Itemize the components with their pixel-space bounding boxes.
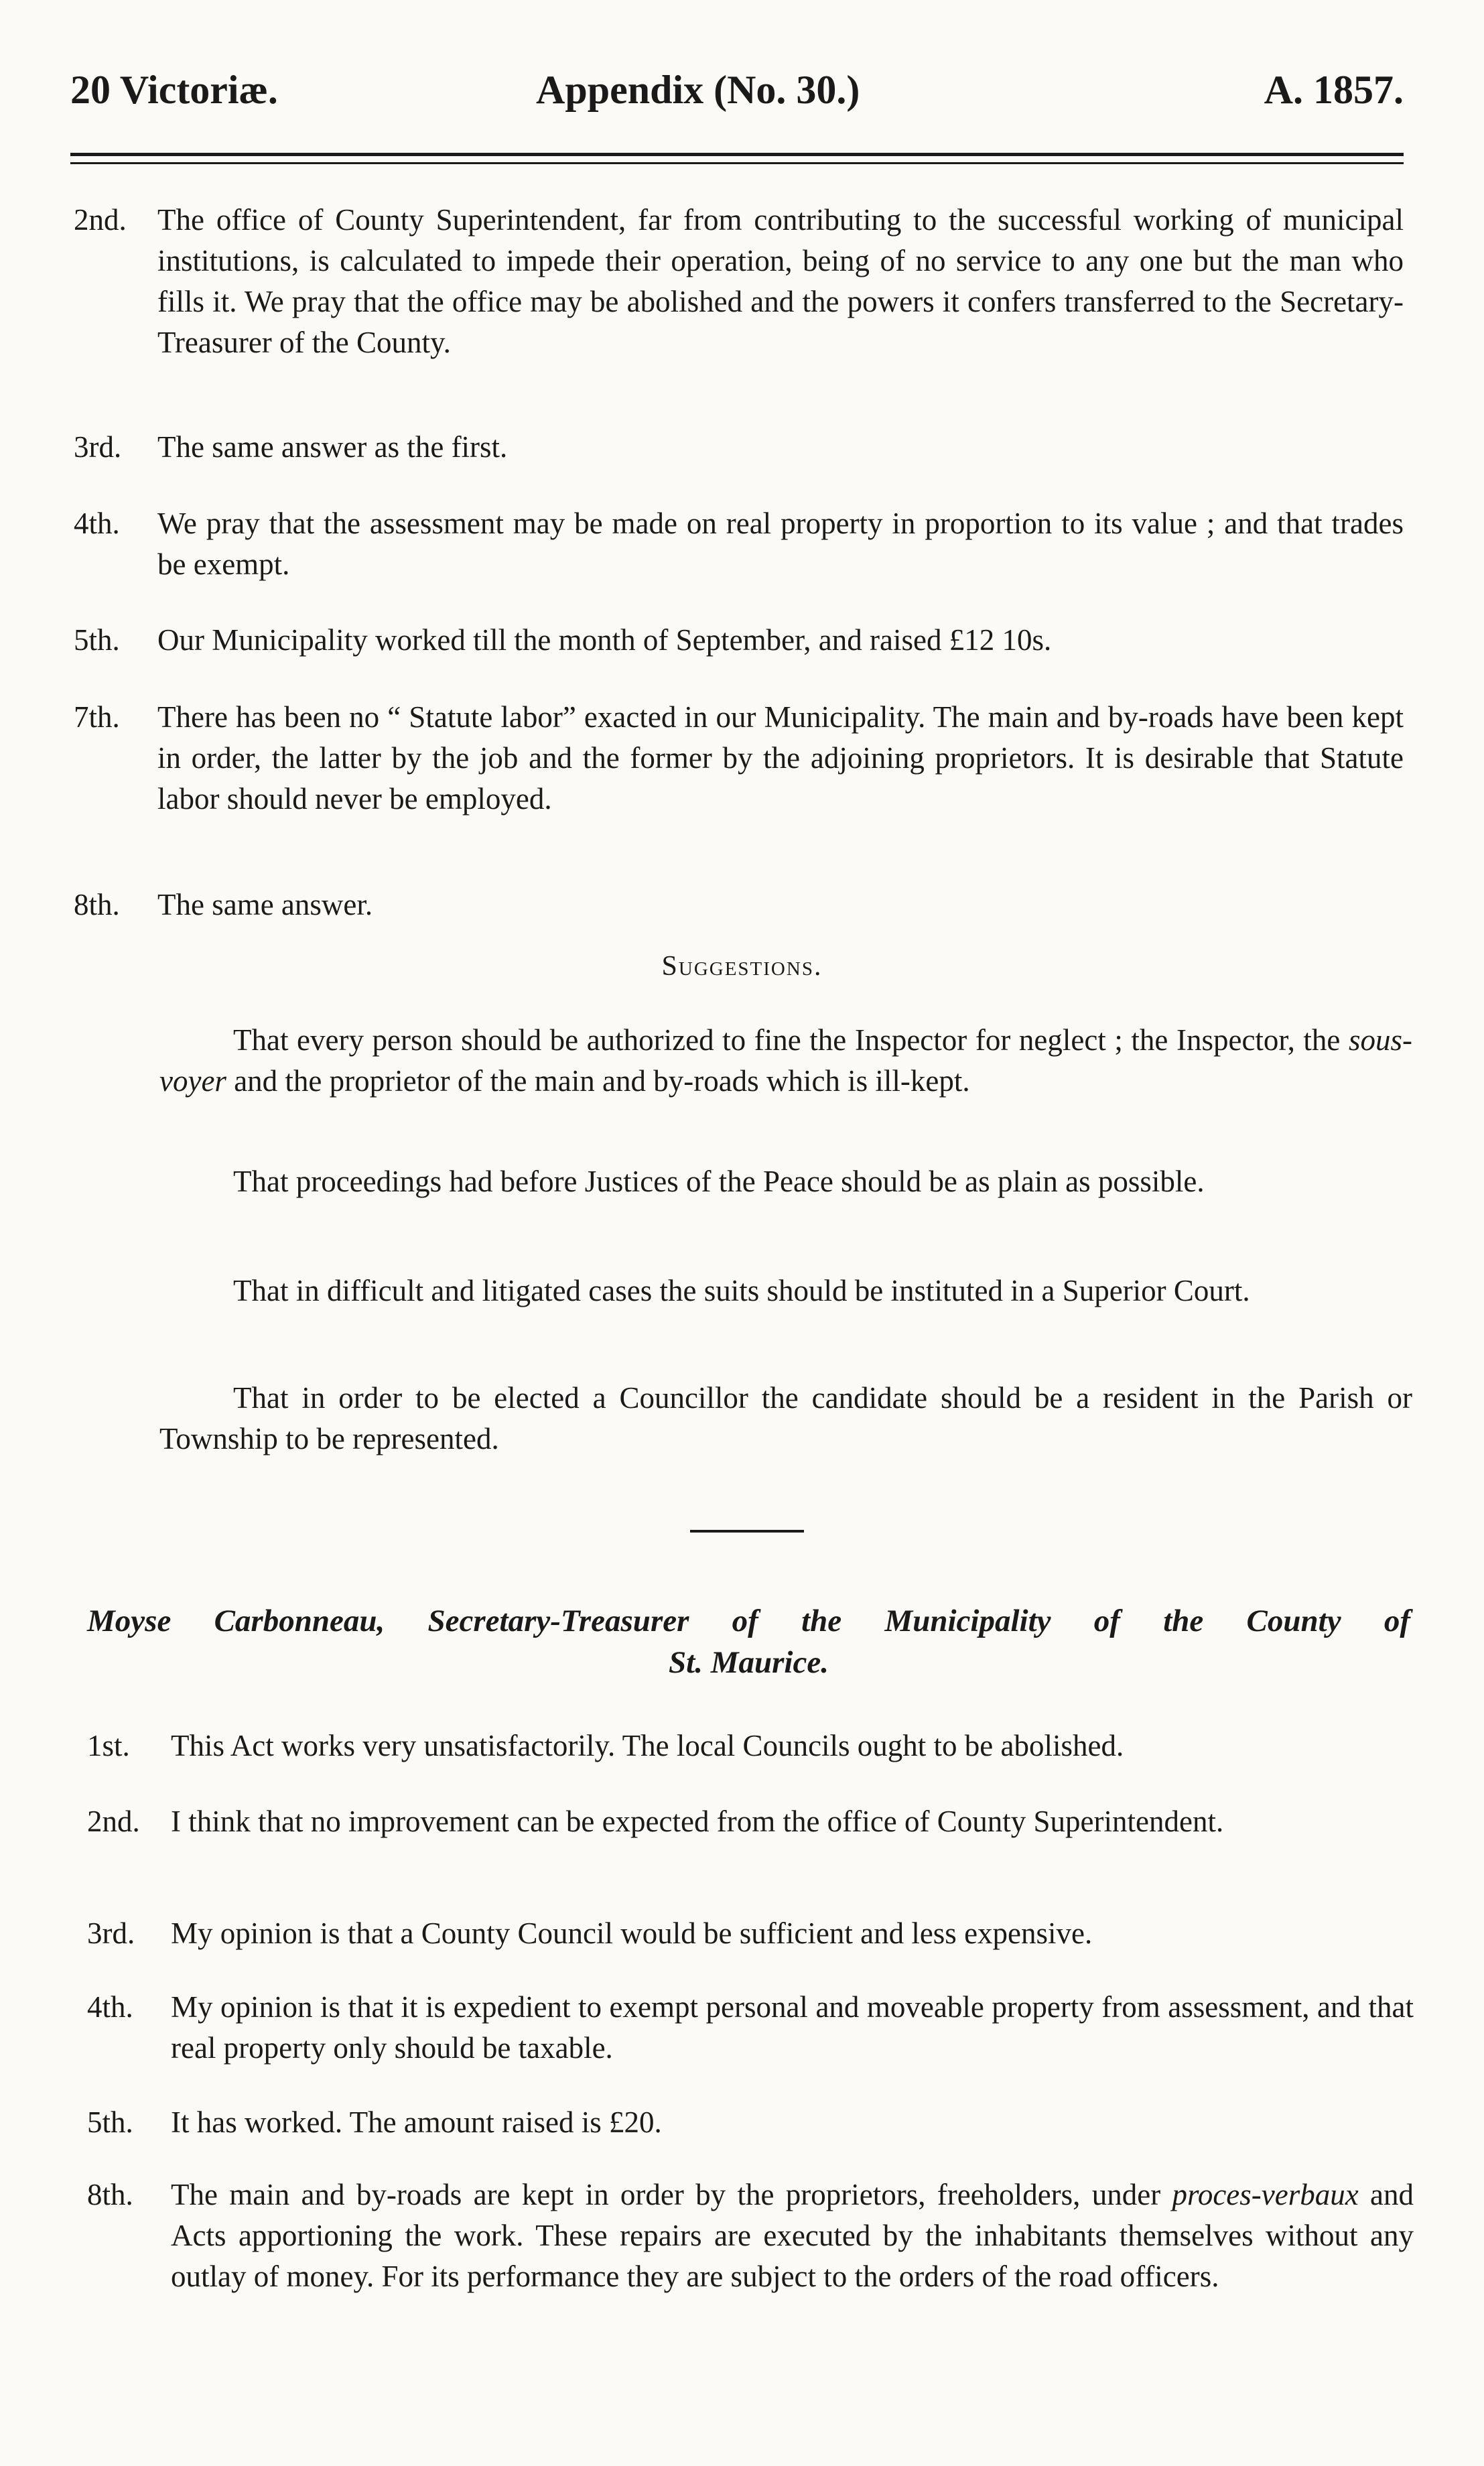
header-rule-thick bbox=[70, 153, 1404, 156]
answer-text: I think that no improvement can be expected from the office of County Superintendent. bbox=[171, 1805, 1224, 1838]
answer-text: My opinion is that a County Council would be sufficient and less expensive. bbox=[171, 1917, 1093, 1950]
suggestion-italic-term: sous-voyer bbox=[159, 1023, 1412, 1098]
answer-italic-term: proces-verbaux bbox=[1172, 2178, 1359, 2211]
answer-number: 3rd. bbox=[87, 1917, 135, 1950]
answer-number: 1st. bbox=[87, 1729, 130, 1762]
suggestion-paragraph: That in order to be elected a Councillor the candidate should be a resident in the Parish or Township to be represented. bbox=[159, 1381, 1412, 1455]
answer-text: My opinion is that it is expedient to exempt personal and moveable property from assessment, and that real property only should be taxable. bbox=[171, 1990, 1414, 2065]
answer-text: We pray that the assessment may be made on real property in proportion to its value ; and that trades be exempt. bbox=[157, 507, 1404, 581]
answer-number: 5th. bbox=[74, 623, 120, 657]
answer-number: 2nd. bbox=[87, 1805, 140, 1838]
suggestion-paragraph: That in difficult and litigated cases the suits should be instituted in a Superior Court. bbox=[233, 1274, 1250, 1307]
answer-number: 3rd. bbox=[74, 430, 122, 464]
answer-text bbox=[171, 2175, 1414, 2297]
header-session: 20 Victoriæ. bbox=[70, 68, 278, 112]
answer-item bbox=[74, 697, 1404, 820]
answer-item bbox=[87, 1913, 1414, 1954]
header-appendix: Appendix (No. 30.) bbox=[536, 68, 860, 112]
answer-number: 5th. bbox=[87, 2105, 133, 2139]
suggestion-text: and the proprietor of the main and by-roads which is ill-kept. bbox=[226, 1064, 970, 1098]
answer-number: 7th. bbox=[74, 700, 120, 734]
page-header bbox=[70, 67, 1404, 121]
answer-text: The same answer as the first. bbox=[157, 430, 508, 464]
section-title-line: St. Maurice. bbox=[669, 1645, 829, 1680]
section-title bbox=[87, 1600, 1410, 1683]
suggestion-paragraph bbox=[159, 1020, 1412, 1102]
answer-text: Our Municipality worked till the month of September, and raised £12 10s. bbox=[157, 623, 1052, 657]
answer-text-part: The main and by-roads are kept in order by the proprietors, freeholders, under bbox=[171, 2178, 1172, 2211]
answer-item bbox=[74, 200, 1404, 363]
answer-item bbox=[74, 885, 1404, 925]
suggestion-paragraph: That proceedings had before Justices of the Peace should be as plain as possible. bbox=[233, 1165, 1205, 1198]
section-divider bbox=[690, 1530, 804, 1533]
answer-item bbox=[74, 503, 1404, 585]
answer-item bbox=[87, 2102, 1414, 2143]
answer-number: 4th. bbox=[87, 1990, 133, 2024]
header-rule-thin bbox=[70, 162, 1404, 164]
answer-number: 8th. bbox=[87, 2178, 133, 2211]
suggestion-text: That every person should be authorized to fine the Inspector for neglect ; the Inspector, the bbox=[233, 1023, 1349, 1057]
answer-text: The same answer. bbox=[157, 888, 373, 921]
answer-number: 8th. bbox=[74, 888, 120, 921]
answer-item bbox=[87, 2175, 1414, 2297]
answer-text-part: and Acts apportioning the work. These repairs are executed by the inhabitants themselves without any outlay of money. For its performance they are subject to the orders of the road officers. bbox=[171, 2178, 1414, 2293]
answer-text: There has been no “ Statute labor” exacted in our Municipality. The main and by-roads have been kept in order, the latter by the job and the former by the adjoining proprietors. It is desirable that Statute labor should never be employed. bbox=[157, 700, 1404, 816]
answer-item bbox=[87, 1801, 1414, 1842]
answer-text: It has worked. The amount raised is £20. bbox=[171, 2105, 662, 2139]
answer-number: 2nd. bbox=[74, 203, 127, 237]
answer-item bbox=[87, 1726, 1414, 1766]
answer-item bbox=[87, 1987, 1414, 2069]
section-title-line: Moyse Carbonneau, Secretary-Treasurer of the Municipality of the County of bbox=[87, 1604, 1410, 1638]
answer-item bbox=[74, 620, 1404, 661]
answer-text: The office of County Superintendent, far from contributing to the successful working of municipal institutions, is calculated to impede their operation, being of no service to any one but the man who fills it. We pray that the office may be abolished and the powers it confers transferred to the Secretary-Treasurer of the County. bbox=[157, 203, 1404, 359]
header-year: A. 1857. bbox=[1264, 68, 1404, 112]
answer-number: 4th. bbox=[74, 507, 120, 540]
answer-text: This Act works very unsatisfactorily. The local Councils ought to be abolished. bbox=[171, 1729, 1124, 1762]
suggestions-heading: Suggestions. bbox=[661, 951, 823, 982]
answer-item bbox=[74, 427, 1404, 468]
